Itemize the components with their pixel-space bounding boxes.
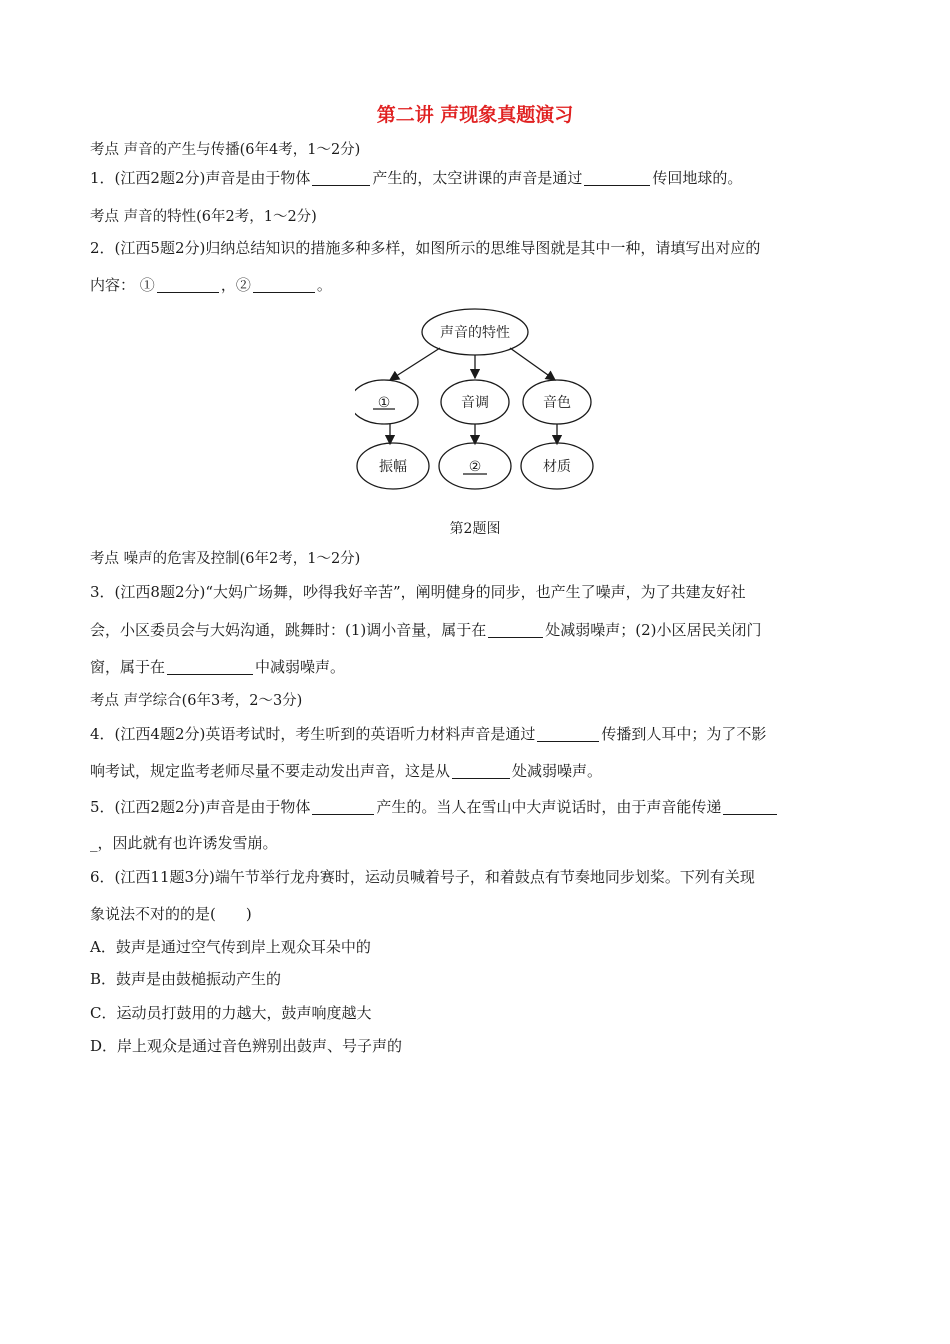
child-2-label: ② [468, 459, 482, 475]
mind-map-diagram [355, 308, 595, 498]
answer-blank[interactable] [723, 798, 777, 815]
answer-blank[interactable] [167, 658, 253, 675]
question-4-line1: 4．(江西4题2分)英语考试时，考生听到的英语听力材料声音是通过 传播到人耳中；为了不影 [90, 725, 767, 743]
child-3-label: 材质 [543, 459, 571, 475]
option-d[interactable]: D．岸上观众是通过音色辨别出鼓声、号子声的 [90, 1037, 403, 1055]
option-b[interactable]: B．鼓声是由鼓槌振动产生的 [90, 970, 282, 988]
question-6-line1: 6．(江西11题3分)端午节举行龙舟赛时，运动员喊着号子，和着鼓点有节奏地同步划桨。下列有关现 [90, 868, 755, 886]
option-a[interactable]: A．鼓声是通过空气传到岸上观众耳朵中的 [90, 938, 371, 956]
answer-blank[interactable] [537, 725, 599, 742]
answer-blank[interactable] [452, 762, 510, 779]
node-root-label: 声音的特性 [440, 325, 510, 341]
question-5-line2: _，因此就有也许诱发雪崩。 [90, 834, 278, 852]
section-heading-noise: 考点 噪声的危害及控制(6年2考，1～2分) [90, 551, 361, 567]
section-heading-characteristics: 考点 声音的特性(6年2考，1～2分) [90, 209, 317, 225]
answer-blank[interactable] [488, 621, 543, 638]
arrow-connector [510, 348, 555, 380]
question-5-line1: 5．(江西2题2分)声音是由于物体 产生的。当人在雪山中大声说话时，由于声音能传递 [90, 797, 870, 817]
question-2-line1: 2．(江西5题2分)归纳总结知识的措施多种多样，如图所示的思维导图就是其中一种，请填写出对应的 [90, 239, 761, 257]
node-1-label: ① [377, 395, 391, 411]
answer-blank[interactable] [157, 276, 219, 293]
option-c[interactable]: C．运动员打鼓用的力越大，鼓声响度越大 [90, 1004, 372, 1022]
question-3-line3: 窗，属于在 中减弱噪声。 [90, 658, 346, 676]
question-3-line1: 3．(江西8题2分)“大妈广场舞，吵得我好辛苦”，阐明健身的同步，也产生了噪声，为了共建友好社 [90, 583, 746, 601]
answer-blank[interactable] [312, 169, 370, 186]
section-heading-propagation: 考点 声音的产生与传播(6年4考，1～2分) [90, 142, 361, 158]
answer-blank[interactable] [253, 276, 315, 293]
page-title: 第二讲 声现象真题演习 [376, 104, 574, 126]
answer-blank[interactable] [584, 169, 650, 186]
node-2-label: 音调 [461, 395, 489, 411]
question-3-line2: 会，小区委员会与大妈沟通，跳舞时：(1)调小音量，属于在 处减弱噪声；(2)小区居民关闭门 [90, 621, 762, 639]
question-6-line2: 象说法不对的的是( ) [90, 905, 252, 923]
figure-caption: 第2题图 [449, 521, 501, 537]
section-heading-comprehensive: 考点 声学综合(6年3考，2～3分) [90, 693, 303, 709]
question-2-line2: 内容： ① ，② 。 [90, 276, 332, 294]
node-3-label: 音色 [543, 395, 571, 411]
child-1-label: 振幅 [379, 459, 407, 475]
question-1: 1．(江西2题2分)声音是由于物体 产生的，太空讲课的声音是通过 传回地球的。 [90, 169, 743, 187]
arrow-connector [390, 348, 440, 380]
answer-blank[interactable] [312, 798, 374, 815]
question-4-line2: 响考试，规定监考老师尽量不要走动发出声音，这是从 处减弱噪声。 [90, 762, 603, 780]
